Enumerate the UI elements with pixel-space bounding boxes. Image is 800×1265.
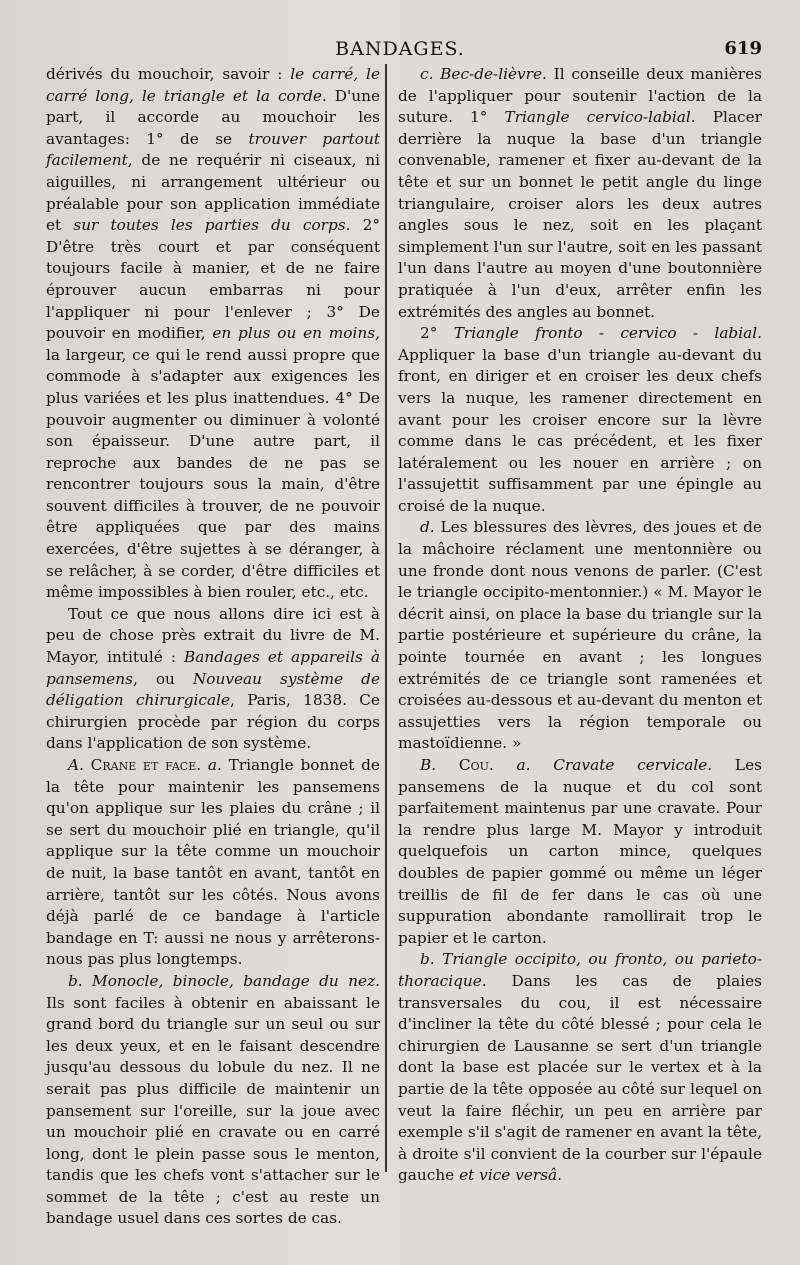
italic-run: le carré, le carré long, le triangle et la corde. bbox=[46, 65, 381, 105]
text-run: Tout ce que nous allons dire ici est à peu de chose près extrait du livre de M. Mayor, intitulé : bbox=[46, 604, 380, 667]
text-run: Il conseille deux manières de l'appliquer pour soutenir l'action de la suture. 1° bbox=[398, 65, 763, 127]
italic-run: sur toutes les parties du corps. bbox=[73, 216, 351, 235]
text-run: , Paris, 1838. Ce chirurgien procède par région du corps dans l'application de son système. bbox=[46, 691, 380, 753]
text-run: dérivés du mouchoir, savoir : bbox=[46, 65, 291, 83]
page-number: 619 bbox=[724, 38, 762, 59]
text-run: , ou bbox=[132, 669, 193, 688]
italic-run: b. Monocle, binocle, bandage du nez. bbox=[68, 971, 380, 990]
running-title: BANDAGES. bbox=[335, 38, 465, 60]
text-run: Triangle bonnet de la tête pour maintenir les pansemens qu'on applique sur les plaies du crâne ; il se sert du mouchoir plié en triangle, qu'il applique sur la tête comme un mouchoir de nuit, la base tantôt en avant, tantôt en arrière, tantôt sur les côtés. Nous avons déjà parlé de ce bandage à l'article bandage en T: aussi ne nous y arrêterons-nous pas plus longtemps. bbox=[46, 756, 380, 969]
italic-run: Triangle fronto - cervico - labial. bbox=[453, 324, 762, 343]
italic-run: Triangle cervico-labial. bbox=[504, 108, 696, 127]
small-caps-heading: Cou. bbox=[436, 756, 517, 774]
left-column bbox=[46, 64, 381, 1228]
italic-run: d. bbox=[420, 518, 435, 537]
paragraph bbox=[46, 971, 380, 1230]
text-run: 2° bbox=[420, 324, 454, 343]
paragraph bbox=[398, 517, 762, 755]
paragraph bbox=[46, 64, 380, 604]
italic-run: A. bbox=[68, 756, 84, 774]
italic-run: c. Bec-de-lièvre. bbox=[420, 65, 547, 83]
paragraph bbox=[398, 64, 762, 323]
paragraph bbox=[46, 604, 380, 755]
text-run: Ils sont faciles à obtenir en abaissant le grand bord du triangle sur un seul ou sur les deux yeux, et en le faisant descendre jusqu'au dessous du lobule du nez. Il ne serait pas plus difficile de maintenir un pansement sur l'oreille, sur la joue avec un mouchoir plié en cravate ou en carré long, dont le plein passe sous le menton, tandis que les chefs vont s'attacher sur le sommet de la tête ; c'est au reste un bandage usuel dans ces sortes de cas. bbox=[46, 993, 380, 1228]
paragraph bbox=[398, 323, 762, 517]
italic-run: Nouveau système de déligation chirurgicale bbox=[46, 669, 380, 710]
text-run: Les blessures des lèvres, des joues et de la mâchoire réclament une mentonnière ou une fronde dont nous venons de parler. (C'est le triangle occipito-mentonnier.) « M. Mayor le décrit ainsi, on place la base du triangle sur la partie postérieure et supérieure du crâne, la pointe tournée en avant ; les longues extrémités de ce triangle sont ramenées et croisées au-dessous et au-devant du menton et assujetties vers la région temporale ou mastoïdienne. » bbox=[398, 518, 762, 753]
text-run: 2° D'être très court et par conséquent toujours facile à manier, et de ne faire éprouver aucun embarras ni pour l'appliquer ni pour l'enlever ; 3° De pouvoir en modifier, bbox=[46, 216, 380, 343]
italic-run: B. bbox=[420, 756, 437, 774]
text-run: , de ne requérir ni ciseaux, ni aiguilles, ni arrangement ultérieur ou préalable pour son application immédiate et bbox=[46, 151, 380, 235]
italic-run: trouver partout facilement bbox=[46, 129, 380, 170]
text-run: Appliquer la base d'un triangle au-devant du front, en diriger et en croiser les deux chefs vers la nuque, les ramener directement en avant pour les croiser encore sur la lèvre comme dans le cas précédent, et les fixer latéralement ou les nouer en arrière ; on l'assujettit suffisamment par une épingle au croisé de la nuque. bbox=[398, 345, 762, 515]
small-caps-heading: Crane et face. bbox=[83, 756, 208, 774]
text-run: Placer derrière la nuque la base d'un triangle convenable, ramener et fixer au-devant de la tête et sur un bonnet le petit angle du linge triangulaire, croiser alors les deux autres angles sous le nez, soit en les plaçant simplement l'un sur l'autre, soit en les passant l'un dans l'autre au moyen d'une boutonnière pratiquée à l'un d'eux, arrêter enfin les extrémités des angles au bonnet. bbox=[398, 108, 762, 321]
italic-run: Bandages et appareils à pansemens bbox=[46, 648, 380, 688]
paragraph bbox=[398, 949, 762, 1187]
text-run: D'une part, il accorde au mouchoir les avantages: 1° de se bbox=[46, 86, 380, 148]
text-run: la largeur, ce qui le rend aussi propre que commode à s'adapter aux exigences les plus variées et les plus inattendues. 4° De pouvoir augmenter ou diminuer à volonté son épaisseur. D'une autre part, il reproche aux bandes de ne pas se rencontrer toujours sous la main, d'être souvent difficiles à trouver, de ne pouvoir être appliquées que par des mains exercées, d'être sujettes à se déranger, à se relâcher, à se corder, d'être difficiles et même impossibles à bien rouler, etc., etc. bbox=[46, 345, 380, 602]
italic-run: b. Triangle occipito, ou fronto, ou parieto-thoracique. bbox=[398, 950, 762, 990]
text-run: Dans les cas de plaies transversales du cou, il est nécessaire d'incliner la tête du côté blessé ; pour cela le chirurgien de Lausanne se sert d'un triangle dont la base est placée sur le vertex et à la partie de la tête opposée au côté sur lequel on veut la faire fléchir, un peu en arrière par exemple s'il s'agit de ramener en avant la tête, à droite s'il convient de la courber sur l'épaule gauche bbox=[398, 971, 762, 1185]
italic-run: a. bbox=[207, 756, 222, 774]
italic-run: a. Cravate cervicale. bbox=[516, 756, 713, 774]
right-column bbox=[398, 64, 762, 1184]
italic-run: en plus ou en moins, bbox=[212, 324, 380, 343]
column-divider bbox=[385, 64, 387, 1172]
paragraph bbox=[398, 755, 762, 949]
text-run: Les pansemens de la nuque et du col sont parfaitement maintenus par une cravate. Pour la rendre plus large M. Mayor y introduit quelquefois un carton mince, quelques doubles de papier gommé ou même un léger treillis de fil de fer dans le cas où une suppuration abondante ramollirait trop le papier et le carton. bbox=[398, 756, 762, 947]
paragraph bbox=[46, 755, 380, 971]
italic-run: et vice versâ. bbox=[459, 1166, 563, 1185]
